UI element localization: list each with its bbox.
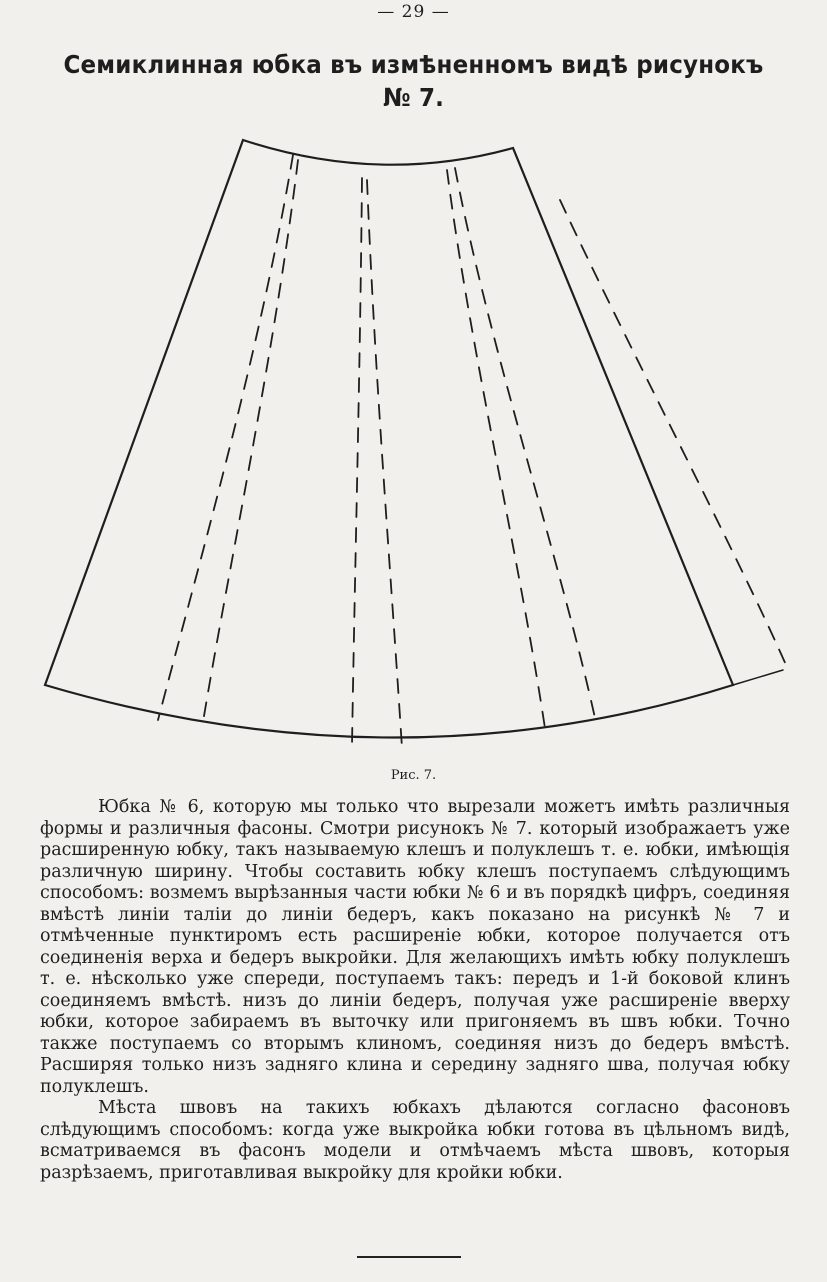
paragraph-1: Юбка № 6, которую мы только что вырезали можетъ имѣть различныя формы и различныя фасоны. Смотри рисунокъ № 7. который изображаетъ уже расширенную юбку, такъ называемую клешъ и полуклешъ т. е. юбки, имѣющія различную ширину. Чтобы составить юбку клешъ поступаемъ слѣдующимъ способомъ: возмемъ вырѣзанныя части юбки № 6 и въ порядкѣ цифръ, соединяя вмѣстѣ линіи таліи до линіи бедеръ, какъ показано на рисункѣ № 7 и отмѣченные пунктиромъ есть расширеніе юбки, которое получается отъ соединенія верха и бедеръ выкройки. Для желающихъ имѣть юбку полуклешъ т. е. нѣсколько уже спереди, поступаемъ такъ: передъ и 1-й боковой клинъ соединяемъ вмѣстѣ. низъ до линіи бедеръ, получая уже расширеніе вверху юбки, которое забираемъ въ выточку или пригоняемъ въ швъ юбки. Точно также поступаемъ со вторымъ клиномъ, соединяя низъ до бедеръ вмѣстѣ. Расширяя только низъ задняго клина и середину задняго шва, получая юбку полуклешъ. [40,797,790,1097]
title-line-2: № 7. [382,83,445,112]
skirt-outline [45,140,733,738]
page-title [33,48,794,114]
seam-line-2 [203,160,298,722]
skirt-pattern-drawing [0,128,827,768]
seam-line-4 [367,180,402,748]
body-text [40,797,790,1184]
seam-line-6 [455,168,595,718]
page-number: — 29 — [377,2,450,22]
extension-line [733,670,783,685]
seam-line-3 [352,178,362,745]
seam-line-1 [158,155,293,720]
seam-line-7 [560,200,786,665]
title-line-1: Семиклинная юбка въ измѣненномъ видѣ рисунокъ [63,50,764,79]
seam-line-5 [447,170,546,735]
paragraph-2: Мѣста швовъ на такихъ юбкахъ дѣлаются согласно фасоновъ слѣдующимъ способомъ: когда уже выкройка юбки готова въ цѣльномъ видѣ, всматриваемся въ фасонъ модели и отмѣчаемъ мѣста швовъ, которыя разрѣзаемъ, приготавливая выкройку для кройки юбки. [40,1098,790,1183]
figure-caption: Рис. 7. [390,768,437,783]
closing-rule [357,1256,461,1258]
